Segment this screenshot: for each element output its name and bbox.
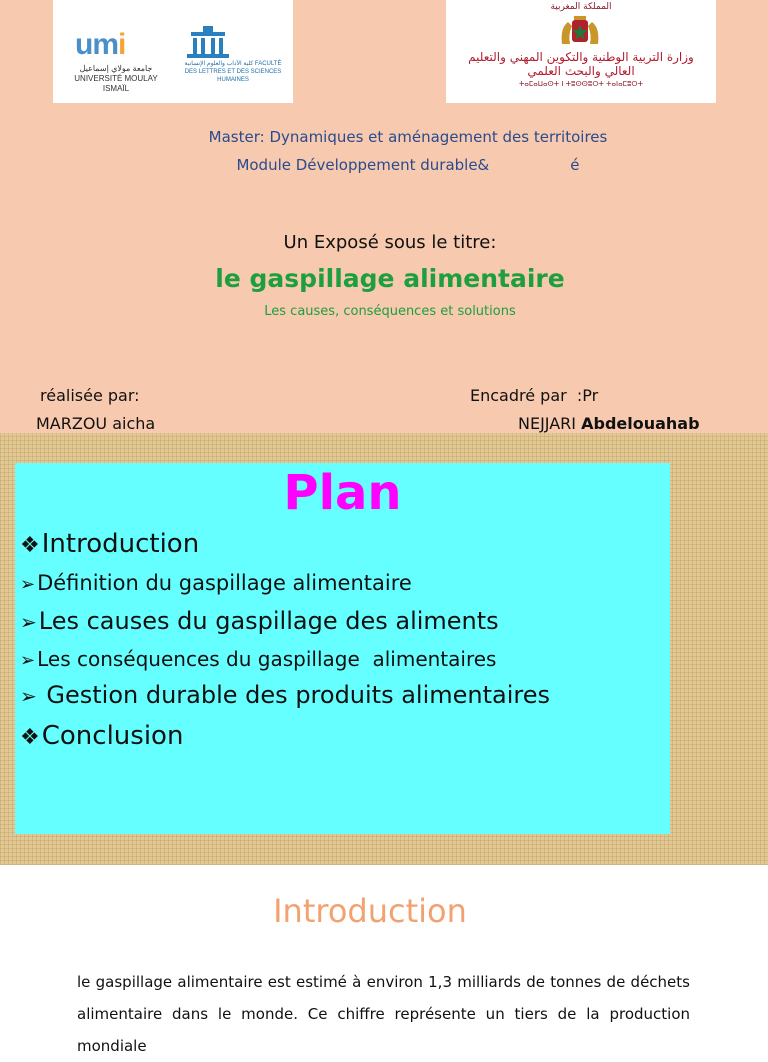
moroccan-crest-icon <box>558 16 602 48</box>
module-line: Module Développement durable& é <box>236 156 580 174</box>
expose-heading: Un Exposé sous le titre: <box>283 232 497 253</box>
kingdom-text: المملكة المغربية <box>550 2 612 12</box>
arrow-bullet-icon: ➢ <box>20 650 36 671</box>
plan-item-consequences <box>20 647 496 671</box>
diamond-bullet-icon: ❖ <box>20 533 40 558</box>
university-logo <box>53 0 293 103</box>
plan-item-introduction <box>20 529 199 559</box>
cover-slide <box>0 0 768 433</box>
plan-item-label: Les conséquences du gaspillage alimentaires <box>37 647 497 671</box>
tifinagh-text: ⵜⴰⵎⴰⵡⴰⵙⵜ ⵏ ⵜⵓⵙⵙⵓⵔⵜ ⵜⴰⵏⴰⵎⵓⵔⵜ <box>519 80 643 88</box>
faculty-building-icon <box>183 26 233 60</box>
plan-item-definition <box>20 571 412 595</box>
realisee-label: réalisée par: <box>40 386 140 405</box>
supervisor-first: NEJJARI <box>518 414 582 433</box>
plan-item-label: Introduction <box>41 529 200 559</box>
supervisor-name <box>518 414 700 433</box>
arrow-bullet-icon: ➢ <box>20 684 37 708</box>
ministry-logo <box>446 0 716 103</box>
ministry-text: وزارة التربية الوطنية والتكوين المهني والتعليم العالي والبحث العلمي <box>468 50 694 78</box>
arrow-bullet-icon: ➢ <box>20 610 37 634</box>
author-name: MARZOU aicha <box>36 414 156 433</box>
master-line: Master: Dynamiques et aménagement des territoires <box>208 128 608 146</box>
plan-item-label: Définition du gaspillage alimentaire <box>37 571 412 595</box>
faculty-logo-text: كلية الآداب والعلوم الإنسانية FACULTÉ DES LETTRES ET DES SCIENCES HUMAINES <box>184 61 282 83</box>
encadre-label: Encadré par :Pr <box>470 386 599 405</box>
plan-box <box>15 463 670 834</box>
plan-title: Plan <box>283 465 402 521</box>
umi-logo-text: جامعة مولاي إسماعيل UNIVERSITÉ MOULAY ISMAÏL <box>74 64 158 93</box>
arrow-bullet-icon: ➢ <box>20 574 36 595</box>
introduction-heading: Introduction <box>273 892 467 930</box>
plan-item-gestion <box>20 681 550 709</box>
introduction-paragraph: le gaspillage alimentaire est estimé à environ 1,3 milliards de tonnes de déchets alimentaire dans le monde. Ce chiffre représente un tiers de la production mondiale <box>77 973 690 1055</box>
plan-item-causes <box>20 607 499 635</box>
subtitle: Les causes, conséquences et solutions <box>264 304 516 319</box>
plan-item-label: Conclusion <box>41 721 184 751</box>
main-title: le gaspillage alimentaire <box>215 264 565 293</box>
umi-logo-mark: umi <box>75 28 126 61</box>
plan-item-conclusion <box>20 721 183 751</box>
supervisor-last: Abdelouahab <box>581 414 700 433</box>
diamond-bullet-icon: ❖ <box>20 725 40 750</box>
plan-item-label: Les causes du gaspillage des aliments <box>38 607 499 635</box>
plan-item-label: Gestion durable des produits alimentaires <box>38 681 551 709</box>
